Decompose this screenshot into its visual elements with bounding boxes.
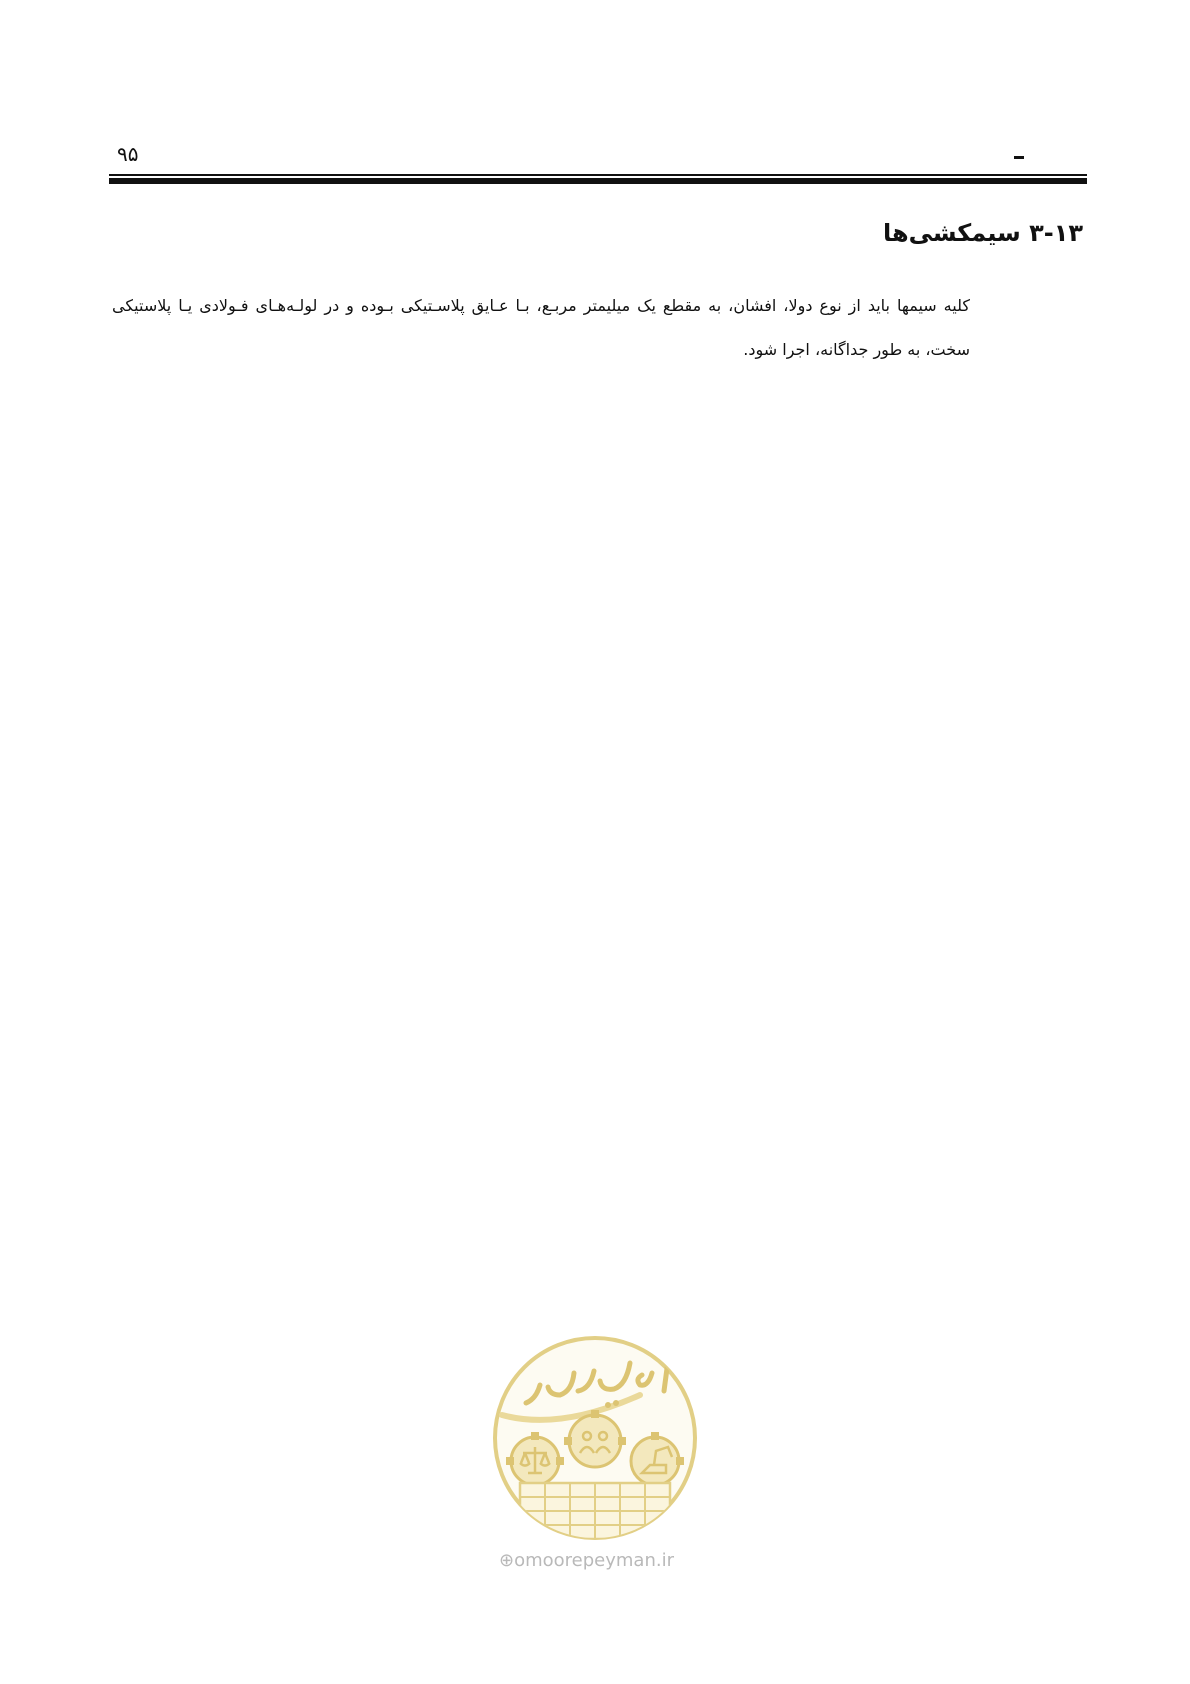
watermark-caption [499, 1550, 674, 1572]
omoorepeyman-logo [490, 1333, 700, 1543]
globe-icon: ⊕ [499, 1550, 515, 1571]
page-number: ۹۵ [117, 142, 139, 166]
watermark-website: omoorepeyman.ir [514, 1550, 674, 1571]
section-title: ۳-۱۳ سیمکشی‌ها [882, 219, 1083, 247]
section-body: کلیه سیمها باید از نوع دولا، افشان، به مقطع یک میلیمتر مربـع، بـا عـایق پلاسـتیکی بـوده و در لولـه‌هـای فـولادی یـا پلاستیکی سخت، به طور جداگانه، اجرا شود. [112, 296, 970, 359]
header-dash [1014, 156, 1024, 159]
header-rule-thin [109, 174, 1087, 176]
header-rule-thick [109, 178, 1087, 184]
